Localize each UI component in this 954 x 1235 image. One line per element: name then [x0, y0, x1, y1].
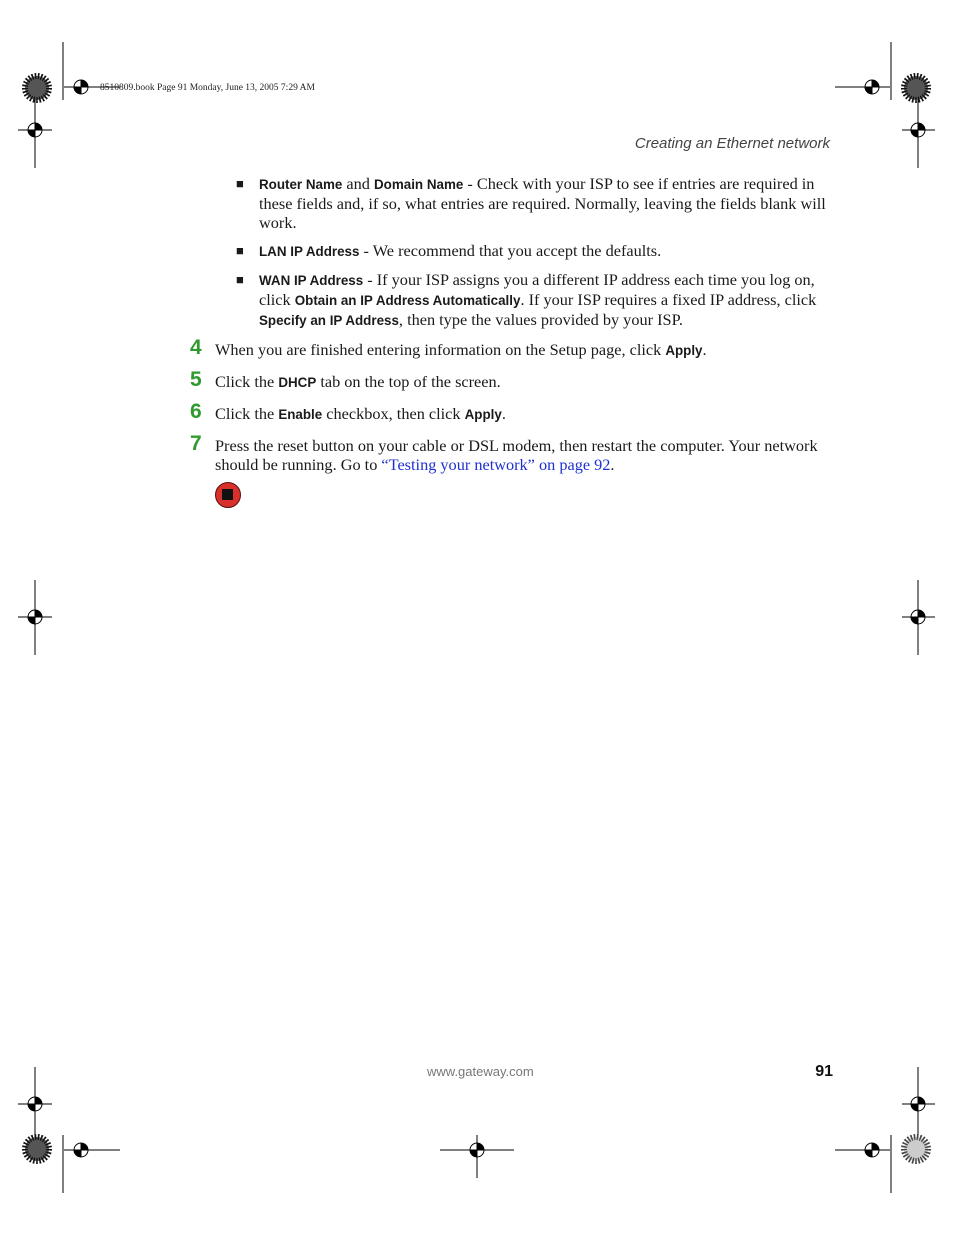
step-6 — [190, 400, 836, 424]
step-text: . — [610, 455, 615, 474]
ui-label-apply: Apply — [464, 407, 502, 422]
ui-label-router-name: Router Name — [259, 177, 343, 192]
ui-label-apply: Apply — [665, 343, 703, 358]
step-text: Click the — [215, 372, 279, 391]
step-number: 7 — [190, 432, 202, 455]
bullet-square-icon: ■ — [236, 272, 244, 287]
step-4 — [190, 336, 836, 360]
bullet-lan-ip — [236, 241, 836, 261]
step-text: tab on the top of the screen. — [316, 372, 501, 391]
ui-label-lan-ip-address: LAN IP Address — [259, 244, 360, 259]
running-head: Creating an Ethernet network — [634, 135, 830, 152]
procedure-steps — [190, 336, 836, 486]
step-text: . — [501, 404, 506, 423]
step-text: checkbox, then click — [322, 404, 465, 423]
bullet-text: and — [342, 174, 374, 193]
ui-label-wan-ip-address: WAN IP Address — [259, 273, 364, 288]
bullet-square-icon: ■ — [236, 176, 244, 191]
step-text: Click the — [215, 404, 279, 423]
step-number: 6 — [190, 400, 202, 423]
field-bullet-list — [236, 174, 836, 339]
bullet-square-icon: ■ — [236, 243, 244, 258]
ui-label-domain-name: Domain Name — [374, 177, 464, 192]
step-7 — [190, 432, 836, 474]
step-number: 5 — [190, 368, 202, 391]
bullet-text: . If your ISP requires a fixed IP address, click — [520, 290, 817, 309]
bullet-text: , then type the values provided by your ISP. — [398, 310, 683, 329]
step-text: . — [702, 340, 707, 359]
step-5 — [190, 368, 836, 392]
ui-label-dhcp: DHCP — [278, 375, 317, 390]
step-text: Press the reset button on your cable or DSL modem, then restart the computer. Your network should be running. Go to — [215, 436, 818, 474]
page-number: 91 — [815, 1063, 833, 1080]
bullet-text: - Check with your ISP to see if entries are required in these fields and, if so, what entries are required. Normally, leaving the fields blank will work. — [259, 174, 826, 232]
step-number: 4 — [190, 336, 202, 359]
bullet-wan-ip — [236, 270, 836, 330]
print-slug: 8510809.book Page 91 Monday, June 13, 2005 7:29 AM — [100, 83, 315, 93]
ui-label-specify-ip: Specify an IP Address — [259, 313, 399, 328]
footer-url[interactable]: www.gateway.com — [427, 1064, 534, 1079]
ui-label-enable: Enable — [278, 407, 323, 422]
bullet-text: - We recommend that you accept the defaults. — [359, 241, 662, 260]
bullet-router-domain — [236, 174, 836, 232]
ui-label-obtain-ip: Obtain an IP Address Automatically — [294, 293, 521, 308]
step-text: When you are finished entering information on the Setup page, click — [215, 340, 666, 359]
stop-icon — [215, 482, 241, 508]
bullet-text: - If your ISP assigns you a different IP address each time you log on, click — [259, 270, 815, 309]
testing-network-link[interactable]: “Testing your network” on page 92 — [381, 455, 611, 474]
